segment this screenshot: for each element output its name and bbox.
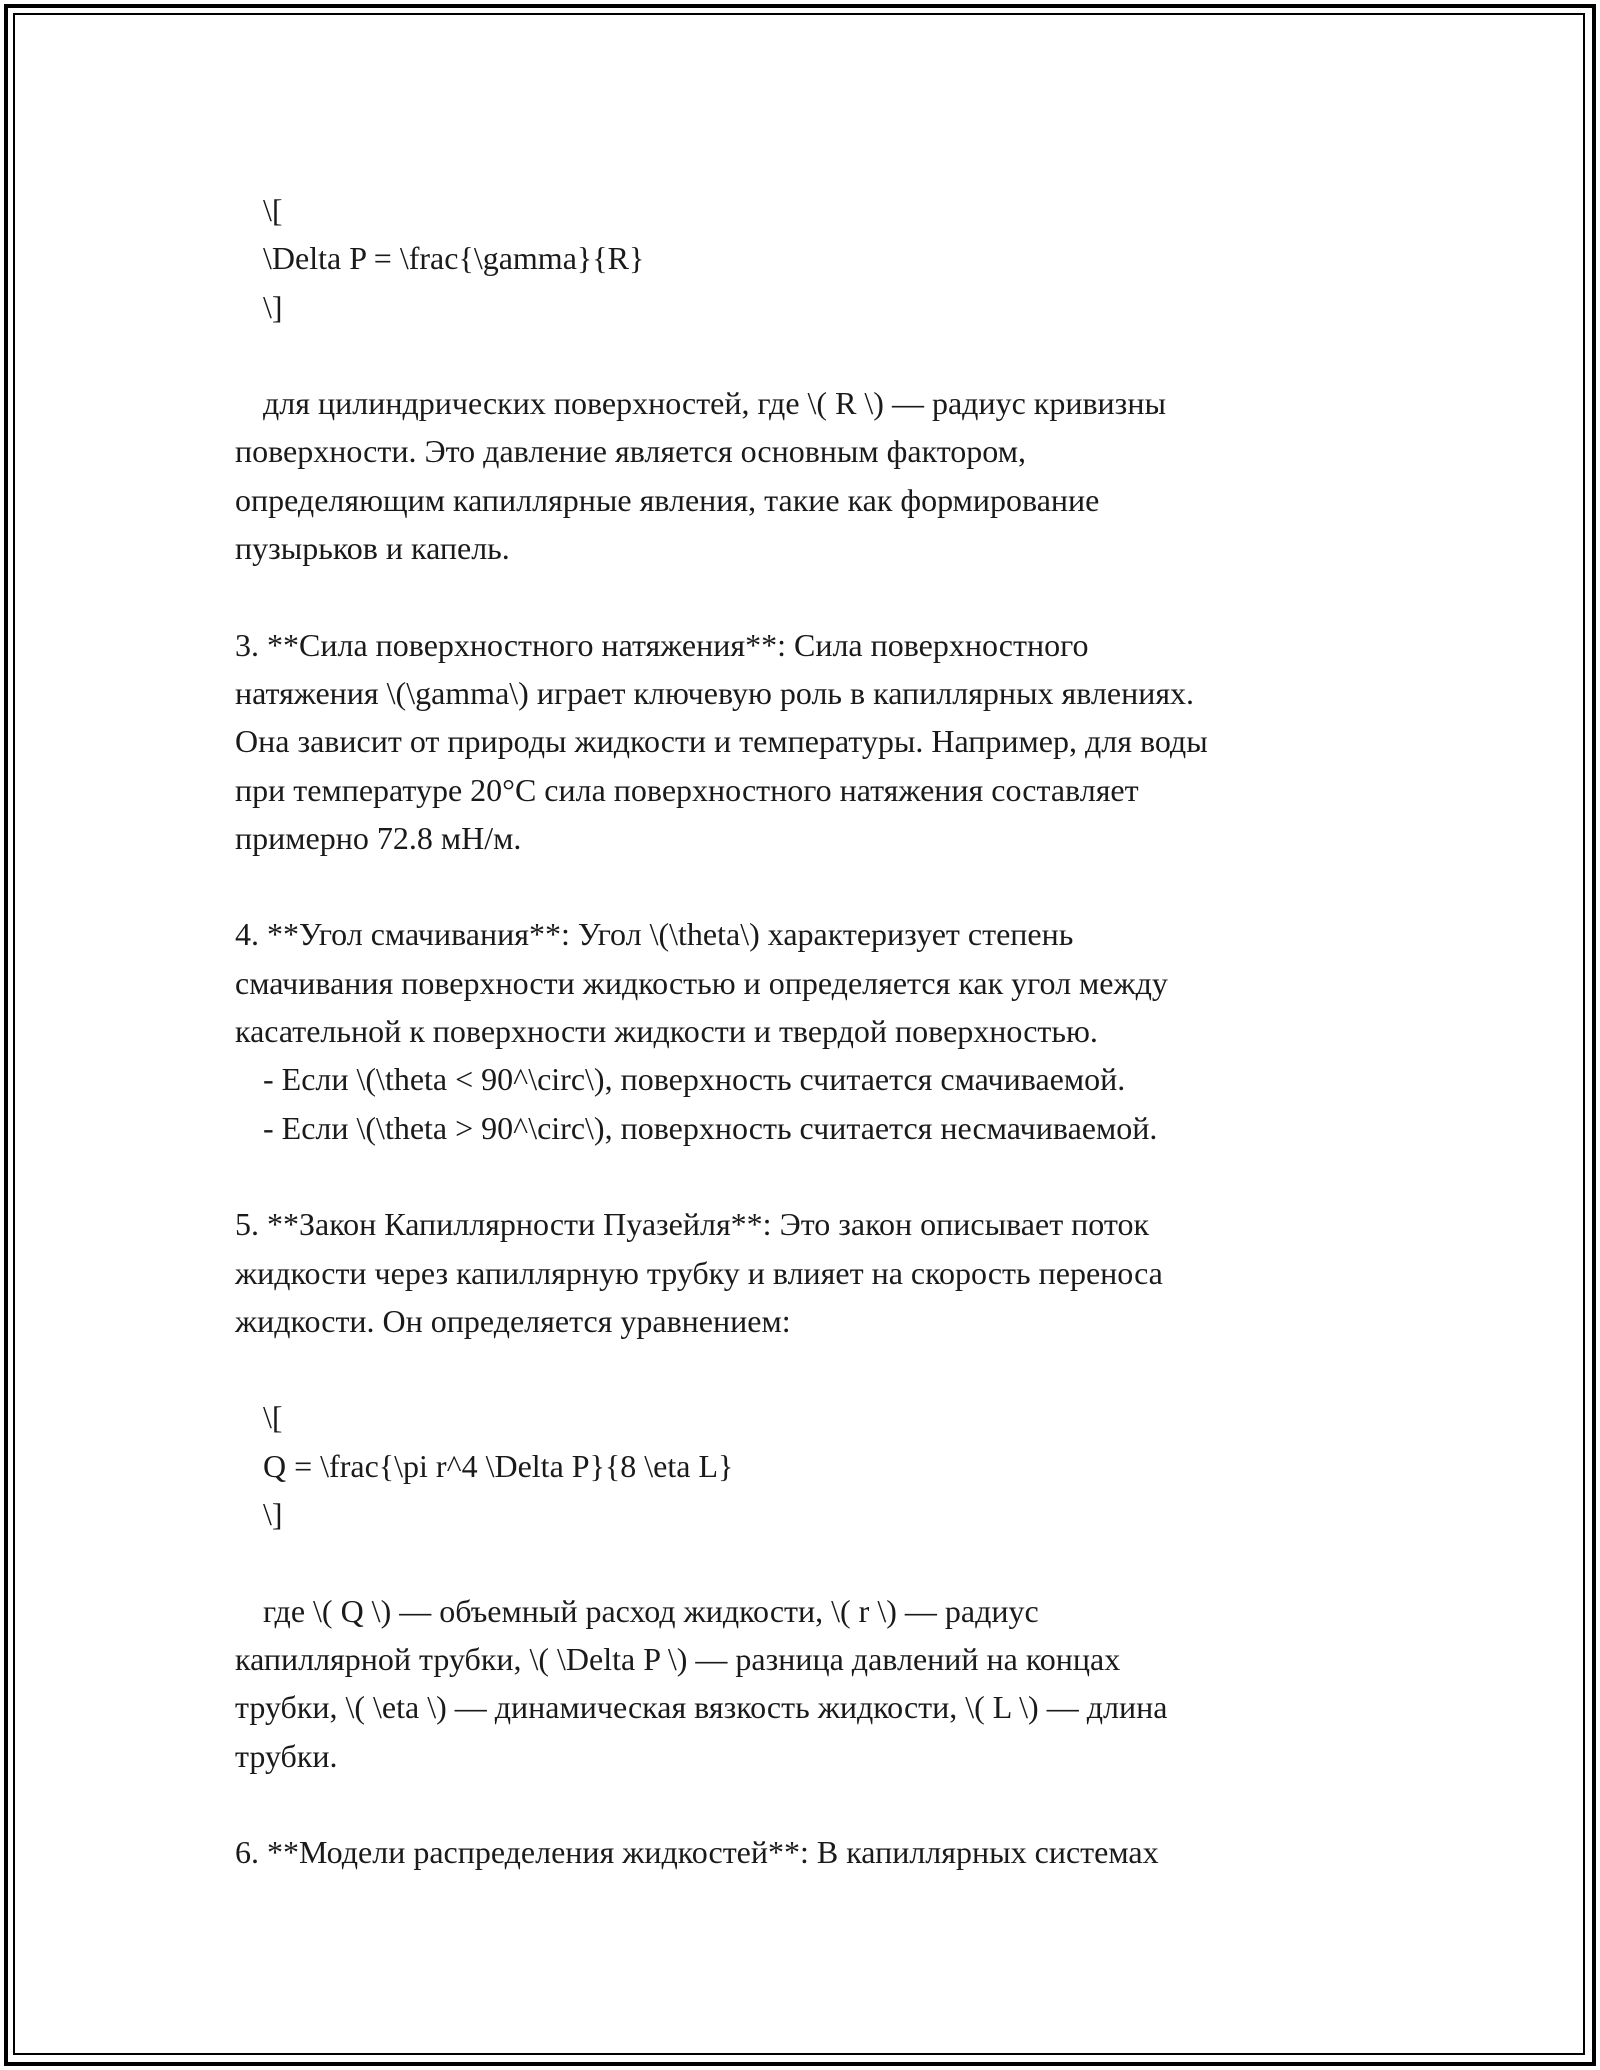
paragraph-line: примерно 72.8 мН/м. (235, 819, 522, 856)
paragraph-line: трубки, \( \eta \) — динамическая вязкость жидкости, \( L \) — длина (235, 1689, 1168, 1726)
paragraph-line: касательной к поверхности жидкости и твердой поверхностью. (235, 1013, 1098, 1050)
blank-line (235, 1780, 1415, 1828)
blank-line (235, 331, 1415, 379)
paragraph-line: жидкости через капиллярную трубку и влияет на скорость переноса (235, 1254, 1163, 1291)
paragraph-line: капиллярной трубки, \( \Delta P \) — разница давлений на концах (235, 1640, 1121, 1677)
document-body (235, 186, 1415, 1876)
formula-open: \[ (263, 192, 283, 228)
paragraph-line: где \( Q \) — объемный расход жидкости, \( r \) — радиус (263, 1592, 1039, 1629)
section-6-heading: 6. **Модели распределения жидкостей**: В капиллярных системах (235, 1834, 1159, 1871)
blank-line (235, 1345, 1415, 1393)
paragraph-line: поверхности. Это давление является основным фактором, (235, 433, 1026, 470)
blank-line (235, 1152, 1415, 1200)
paragraph-line: натяжения \(\gamma\) играет ключевую роль в капиллярных явлениях. (235, 674, 1195, 711)
blank-line (235, 1538, 1415, 1586)
blank-line (235, 572, 1415, 620)
formula-open: \[ (263, 1399, 283, 1436)
paragraph-line: трубки. (235, 1737, 338, 1774)
section-5-heading: 5. **Закон Капиллярности Пуазейля**: Это закон описывает поток (235, 1206, 1149, 1243)
paragraph-line: смачивания поверхности жидкостью и определяется как угол между (235, 964, 1168, 1001)
list-item: - Если \(\theta < 90^\circ\), поверхность считается смачиваемой. (263, 1061, 1126, 1098)
list-item: - Если \(\theta > 90^\circ\), поверхность считается несмачиваемой. (263, 1109, 1158, 1146)
paragraph-line: Она зависит от природы жидкости и температуры. Например, для воды (235, 723, 1208, 760)
paragraph-line: жидкости. Он определяется уравнением: (235, 1302, 791, 1339)
formula-poiseuille: Q = \frac{\pi r^4 \Delta P}{8 \eta L} (263, 1447, 734, 1484)
section-4-heading: 4. **Угол смачивания**: Угол \(\theta\) характеризует степень (235, 916, 1074, 953)
paragraph-line: пузырьков и капель. (235, 530, 510, 567)
blank-line (235, 862, 1415, 910)
paragraph-line: при температуре 20°C сила поверхностного натяжения составляет (235, 771, 1139, 808)
formula-close: \] (263, 1496, 283, 1533)
paragraph-line: определяющим капиллярные явления, такие как формирование (235, 481, 1100, 518)
section-3-heading: 3. **Сила поверхностного натяжения**: Сила поверхностного (235, 626, 1089, 663)
paragraph-line: для цилиндрических поверхностей, где \( R \) — радиус кривизны (263, 385, 1166, 422)
formula-close: \] (263, 288, 283, 325)
formula-laplace-pressure: \Delta P = \frac{\gamma}{R} (263, 240, 645, 277)
